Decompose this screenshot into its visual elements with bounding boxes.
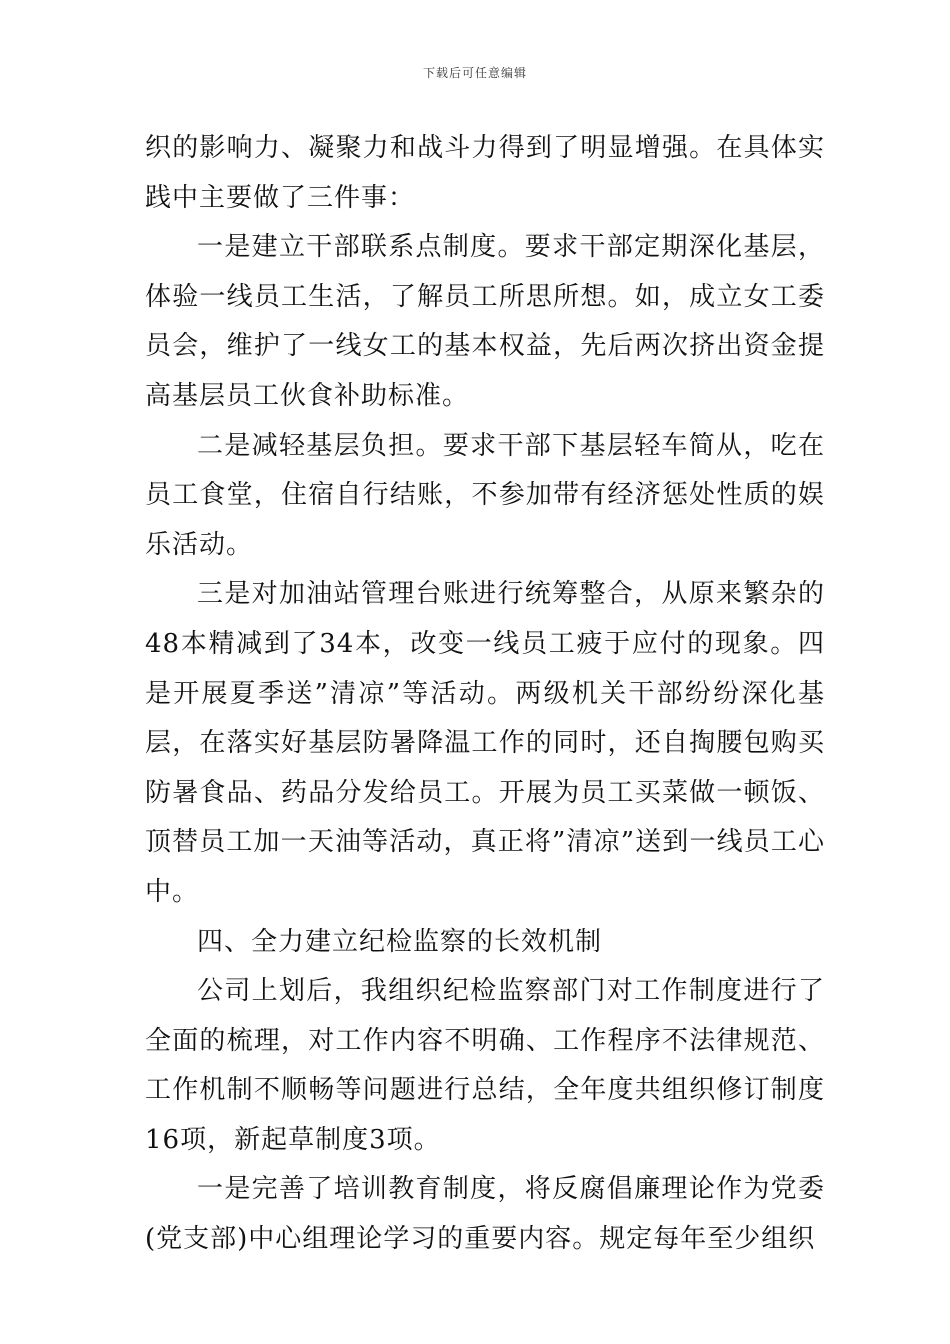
paragraph-ledger-integration: 三是对加油站管理台账进行统筹整合，从原来繁杂的48本精减到了34本，改变一线员工疲于应付的现象。四是开展夏季送”清凉”等活动。两级机关干部纷纷深化基层，在落实好基层防暑降温工作的同时，还自掏腰包购买防暑食品、药品分发给员工。开展为员工买菜做一顿饭、顶替员工加一天油等活动，真正将”清凉”送到一线员工心中。 — [145, 579, 825, 907]
paragraph-system-review: 公司上划后，我组织纪检监察部门对工作制度进行了全面的梳理，对工作内容不明确、工作程序不法律规范、工作机制不顺畅等问题进行总结，全年度共组织修订制度16项，新起草制度3项。 — [145, 976, 825, 1155]
section-heading-discipline: 四、全力建立纪检监察的长效机制 — [197, 926, 603, 957]
document-body — [145, 124, 825, 1265]
paragraph-reduce-burden: 二是减轻基层负担。要求干部下基层轻车简从，吃在员工食堂，住宿自行结账，不参加带有经济惩处性质的娱乐活动。 — [145, 430, 825, 560]
paragraph-cadre-contact: 一是建立干部联系点制度。要求干部定期深化基层，体验一线员工生活，了解员工所思所想。如，成立女工委员会，维护了一线女工的基本权益，先后两次挤出资金提高基层员工伙食补助标准。 — [145, 232, 825, 411]
page-header-note: 下载后可任意编辑 — [422, 66, 527, 80]
paragraph-training-system: 一是完善了培训教育制度，将反腐倡廉理论作为党委(党支部)中心组理论学习的重要内容。规定每年至少组织 — [145, 1174, 825, 1255]
paragraph-continuation: 织的影响力、凝聚力和战斗力得到了明显增强。在具体实践中主要做了三件事： — [145, 133, 825, 213]
